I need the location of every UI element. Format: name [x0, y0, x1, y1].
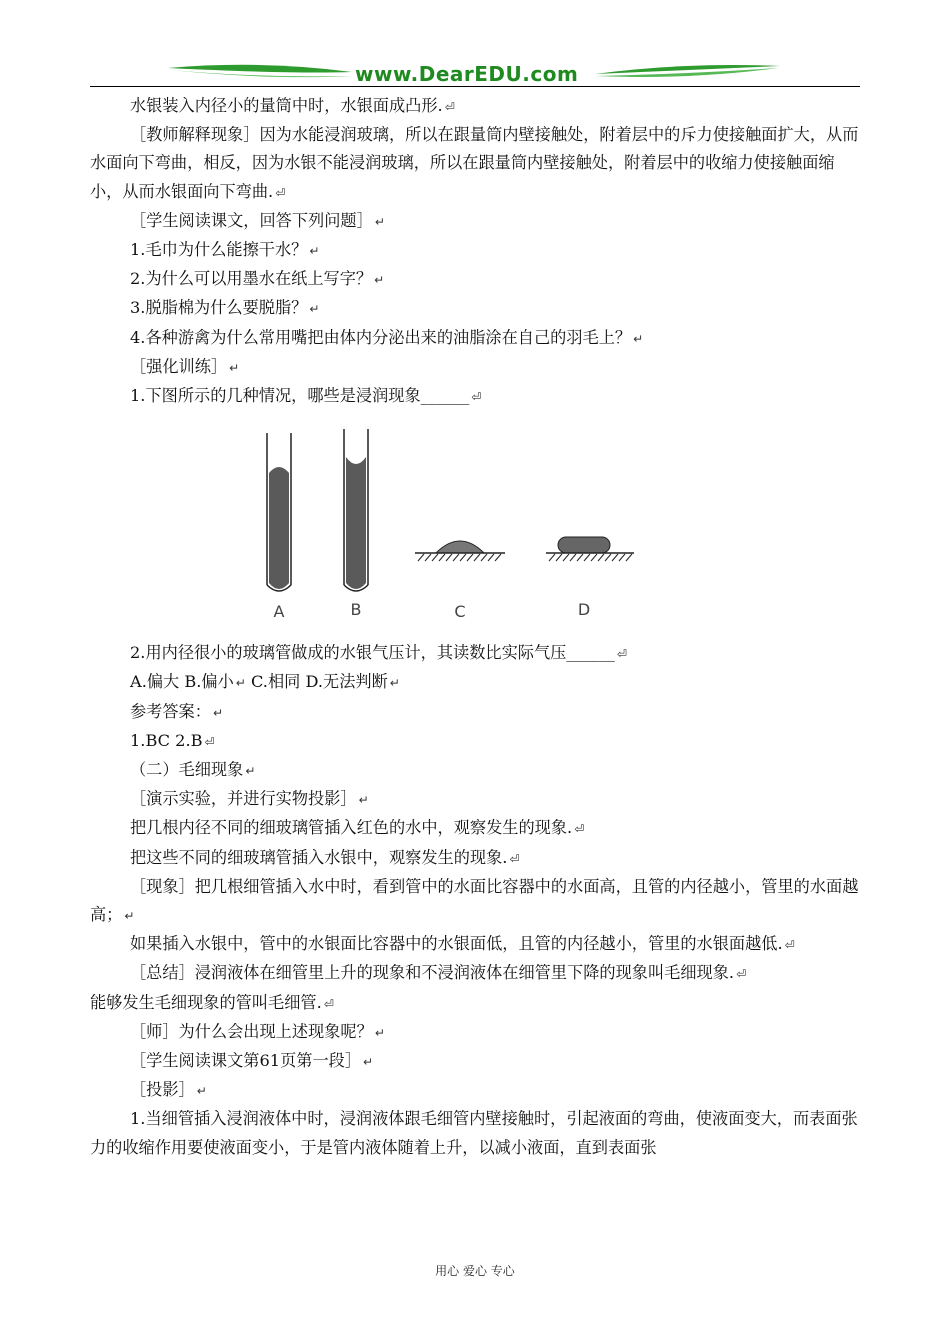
- projection-point-1: 1.当细管插入浸润液体中时，浸润液体跟毛细管内壁接触时，引起液面的弯曲，使液面变大，而表面张力的收缩作用要使液面变小，于是管内液体随着上升，以减小液面，直到表面张: [90, 1109, 858, 1157]
- question-2: 2.为什么可以用墨水在纸上写字？ ↵: [130, 269, 385, 289]
- tube-a: [267, 433, 291, 591]
- paragraph-mark: ↵: [389, 676, 400, 691]
- demo-step-1: 把几根内径不同的细玻璃管插入红色的水中，观察发生的现象. ⏎: [130, 818, 585, 838]
- question-3: 3.脱脂棉为什么要脱脂？ ↵: [130, 298, 320, 318]
- paragraph-mark: ↵: [309, 244, 320, 259]
- paragraph-student-reading: ［学生阅读课文，回答下列问题］ ↵: [130, 210, 385, 230]
- question-1: 1.毛巾为什么能擦干水？ ↵: [130, 240, 320, 260]
- drop-c: [415, 541, 505, 561]
- paragraph-mark: ↵: [235, 676, 246, 691]
- teacher-question: ［师］为什么会出现上述现象呢？ ↵: [130, 1021, 385, 1041]
- exercise-2: 2.用内径很小的玻璃管做成的水银气压计，其读数比实际气压______ ⏎: [130, 643, 627, 663]
- line-break-mark: ⏎: [471, 390, 482, 405]
- student-reading-p61: ［学生阅读课文第61页第一段］ ↵: [130, 1051, 374, 1071]
- paragraph-mark: ↵: [374, 273, 385, 288]
- line-break-mark: ⏎: [275, 185, 286, 200]
- exercise-1: 1.下图所示的几种情况，哪些是浸润现象______ ⏎: [130, 386, 482, 406]
- line-break-mark: ⏎: [204, 734, 215, 749]
- document-body: [90, 92, 860, 1162]
- question-4: 4.各种游禽为什么常用嘴把由体内分泌出来的油脂涂在自己的羽毛上？ ↵: [130, 327, 644, 347]
- line-break-mark: ⏎: [444, 100, 455, 114]
- reference-answers-label: 参考答案： ↵: [130, 701, 223, 721]
- paragraph-mark: ↵: [363, 1055, 374, 1070]
- paragraph-mark: ↵: [374, 1025, 385, 1040]
- paragraph-mark: ↵: [229, 360, 240, 375]
- paragraph-mark: ↵: [309, 302, 320, 317]
- page-footer: 用心 爱心 专心: [435, 1264, 515, 1278]
- line-break-mark: ⏎: [323, 996, 334, 1011]
- line-break-mark: ⏎: [784, 938, 795, 953]
- figure-label-c: C: [454, 602, 466, 622]
- paragraph-teacher-explanation: ［教师解释现象］因为水能浸润玻璃，所以在跟量筒内壁接触处，附着层中的斥力使接触面扩大，从而水面向下弯曲，相反，因为水银不能浸润玻璃，所以在跟量筒内壁接触处，附着层中的收缩力使接触面缩小，从而水银面向下弯曲. ⏎: [90, 125, 859, 201]
- paragraph-mark: ↵: [374, 214, 385, 229]
- figure-label-a: A: [273, 602, 285, 622]
- reference-answers: 1.BC 2.B ⏎: [130, 730, 215, 750]
- phenomenon-mercury: 如果插入水银中，管中的水银面比容器中的水银面低，且管的内径越小，管里的水银面越低. ⏎: [130, 934, 795, 954]
- paragraph-mark: ↵: [212, 705, 223, 720]
- paragraph-mark: ↵: [633, 331, 644, 346]
- line-break-mark: ⏎: [509, 851, 520, 866]
- phenomenon-water: ［现象］把几根细管插入水中时，看到管中的水面比容器中的水面高，且管的内径越小，管里的水面越高； ↵: [90, 876, 859, 925]
- demo-step-2: 把这些不同的细玻璃管插入水银中，观察发生的现象. ⏎: [130, 847, 520, 867]
- paragraph-mark: ↵: [124, 909, 135, 924]
- section-reinforcement: ［强化训练］ ↵: [130, 356, 240, 376]
- figure-label-d: D: [577, 600, 591, 620]
- drop-d: [546, 537, 634, 561]
- wetting-figure: [240, 425, 680, 625]
- paragraph-mark: ↵: [196, 1084, 207, 1099]
- summary: ［总结］浸润液体在细管里上升的现象和不浸润液体在细管里下降的现象叫毛细现象. ⏎: [130, 963, 747, 983]
- section-capillary: （二）毛细现象 ↵: [130, 760, 256, 780]
- paragraph-mercury-convex: 水银装入内径小的量筒中时，水银面成凸形. ⏎: [130, 96, 455, 115]
- paragraph-mark: ↵: [245, 764, 256, 779]
- figure-label-b: B: [350, 600, 362, 620]
- paragraph-mark: ↵: [358, 793, 369, 808]
- capillary-definition: 能够发生毛细现象的管叫毛细管. ⏎: [90, 992, 334, 1012]
- header-divider: [90, 86, 860, 87]
- projection-label: ［投影］ ↵: [130, 1080, 207, 1100]
- tube-b: [344, 429, 368, 591]
- line-break-mark: ⏎: [616, 647, 627, 662]
- line-break-mark: ⏎: [574, 822, 585, 837]
- site-logo-text: www.DearEDU.com: [355, 62, 579, 86]
- demo-experiment: ［演示实验，并进行实物投影］ ↵: [130, 789, 369, 809]
- line-break-mark: ⏎: [736, 967, 747, 982]
- exercise-2-options: A.偏大 B.偏小 ↵ C.相同 D.无法判断 ↵: [130, 672, 400, 692]
